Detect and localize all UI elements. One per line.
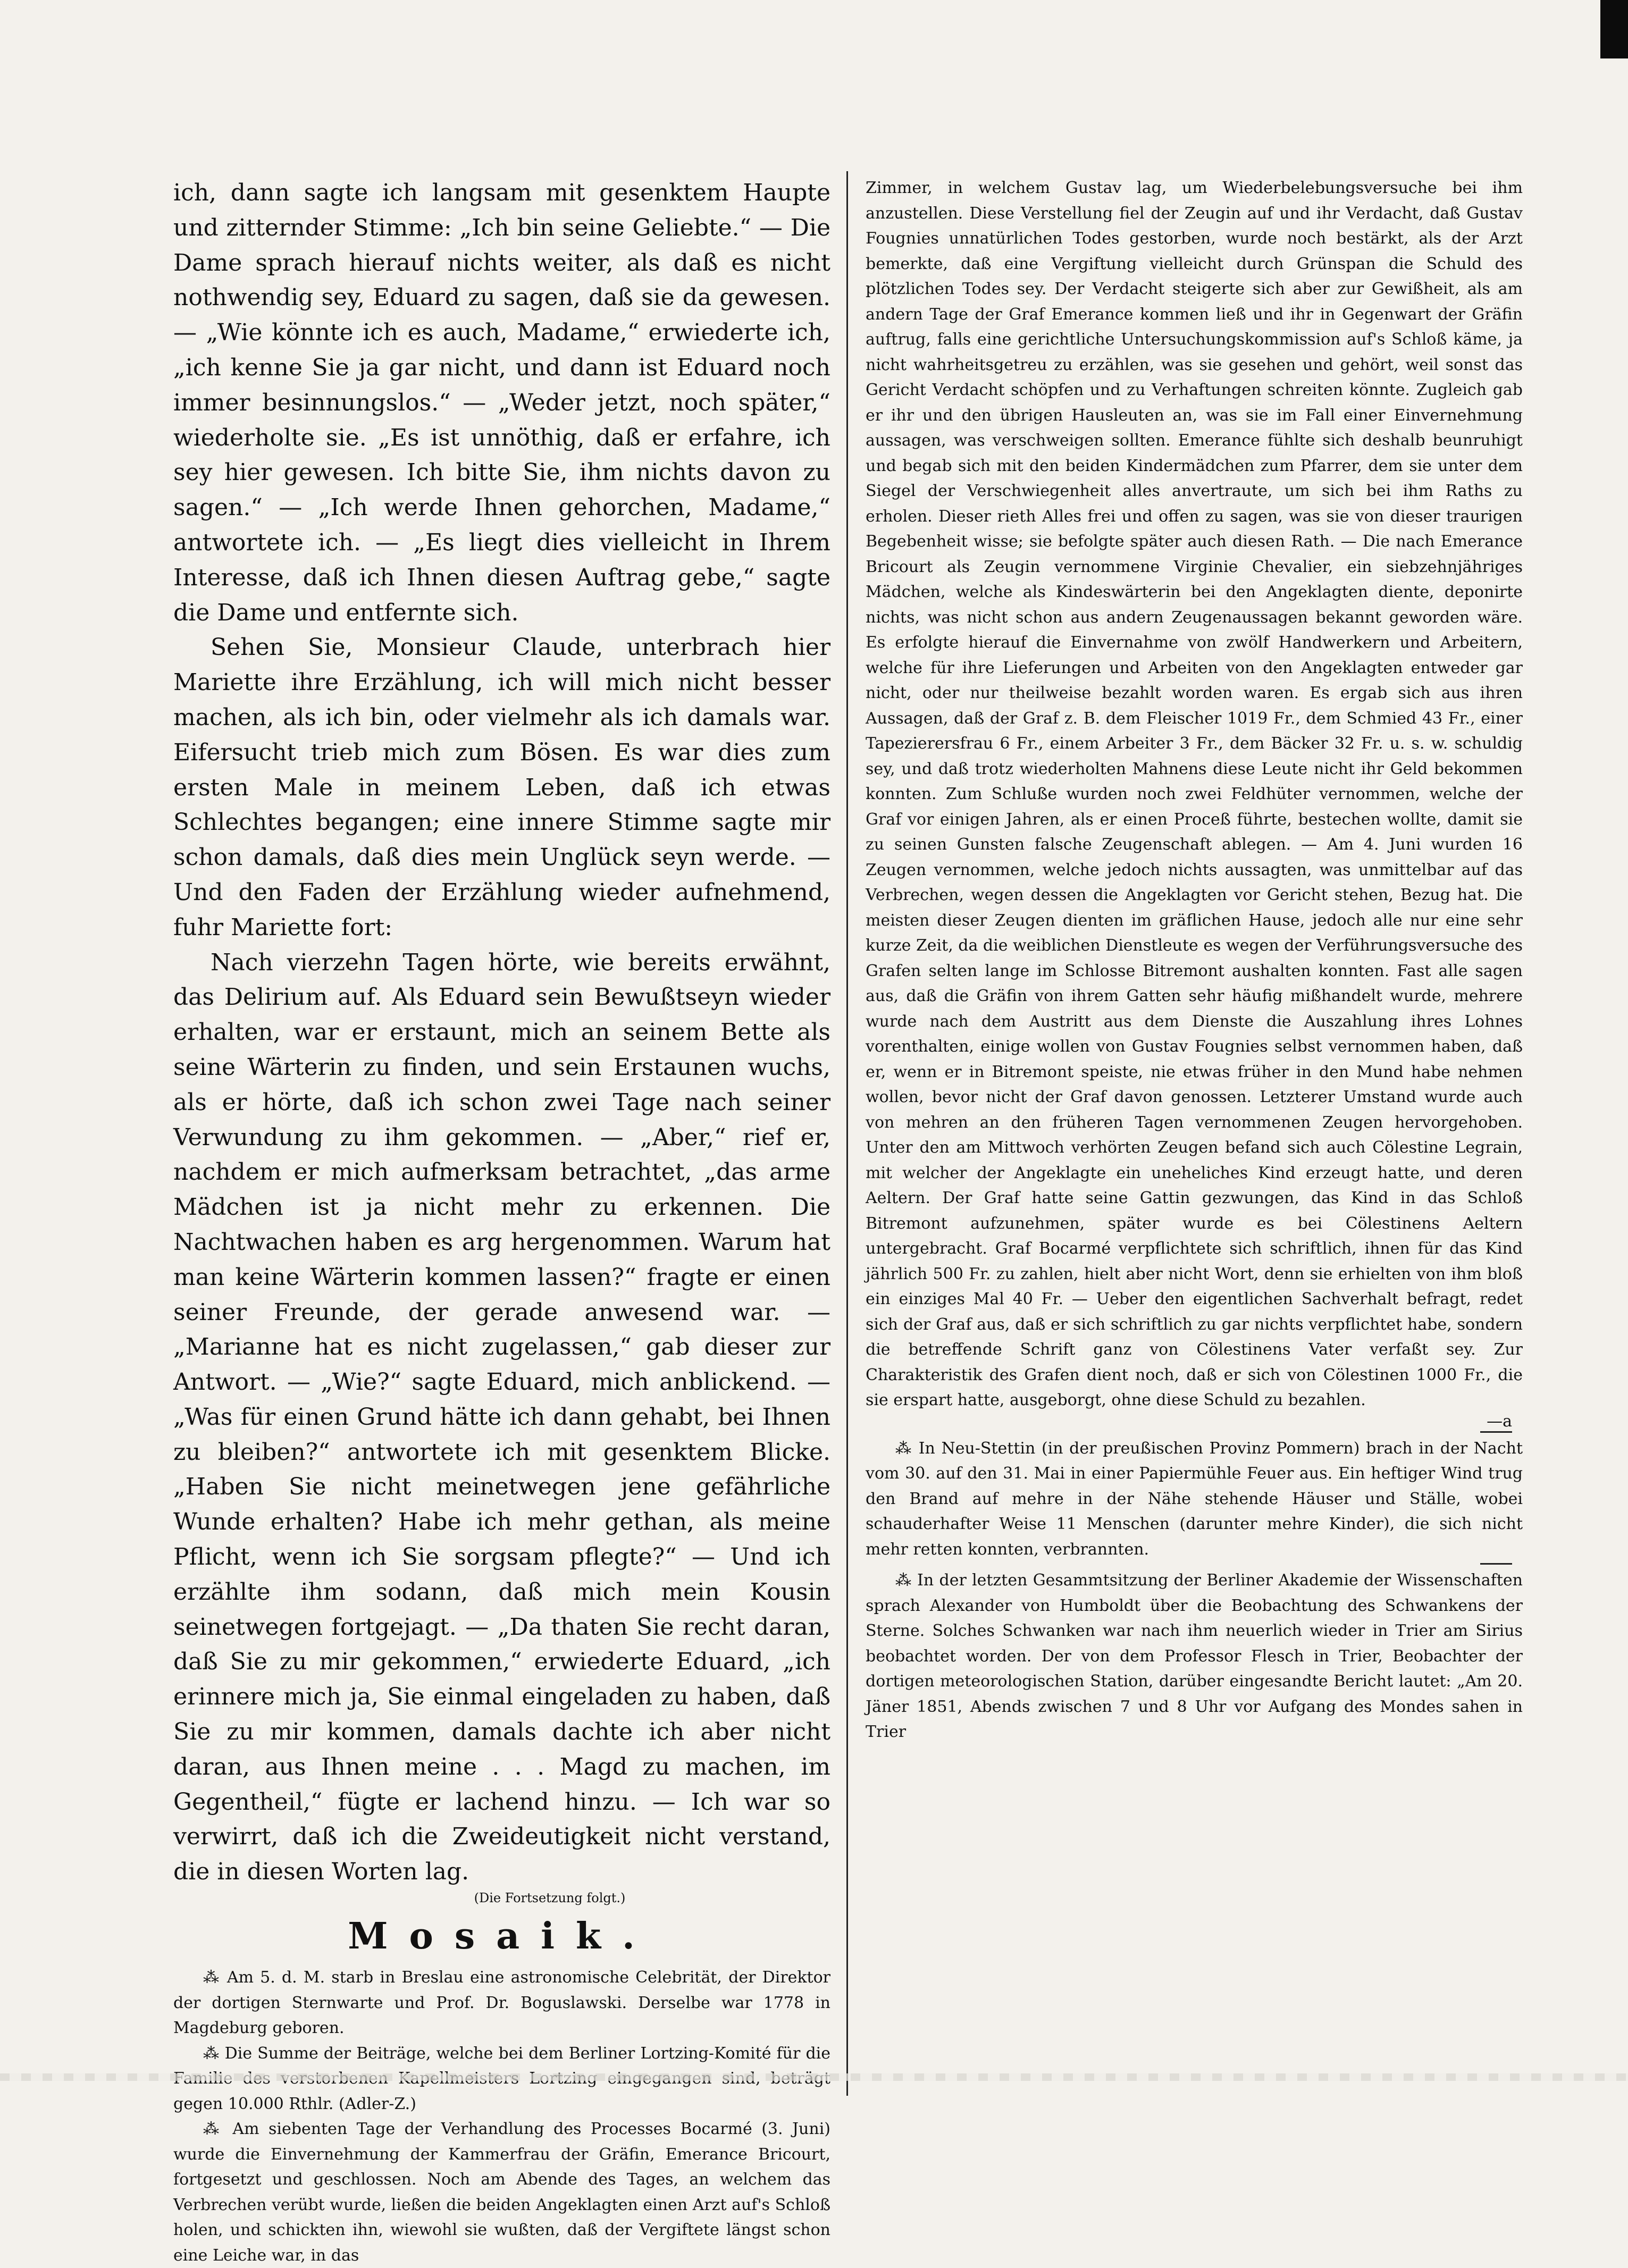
section-title: Mosaik. — [348, 1915, 656, 1958]
news-item: ⁂ In Neu-Stettin (in der preußischen Provinz Pommern) brach in der Nacht vom 30. auf den 31. Mai in einer Papiermühle Feuer aus. Ein heftiger Wind trug den Brand auf mehre in der Nähe stehende Häuser und Ställe, wobei schauderhafter Weise 11 Menschen (darunter mehre Kinder), die sich nicht mehr retten konnten, verbrannten. — [866, 1439, 1523, 1559]
author-signature: —a — [1487, 1412, 1512, 1431]
separator — [1480, 1431, 1512, 1433]
story-paragraph: Sehen Sie, Monsieur Claude, unterbrach hier Mariette ihre Erzählung, ich will mich nicht besser machen, als ich bin, oder vielmehr als ich damals war. Eifersucht trieb mich zum Bösen. Es war dies zum ersten Male in meinem Leben, daß ich etwas Schlechtes begangen; eine innere Stimme sagte mir schon damals, daß dies mein Unglück seyn werde. — Und den Faden der Erzählung wieder aufnehmend, fuhr Mariette fort: — [173, 634, 830, 941]
news-item: ⁂ In der letzten Gesammtsitzung der Berliner Akademie der Wissenschaften sprach Alexander von Humboldt über die Beobachtung des Schwankens der Sterne. Solches Schwanken war nach ihm neuerlich wieder in Trier am Sirius beobachtet worden. Der von dem Professor Flesch in Trier, Beobachter der dortigen meteorologischen Station, darüber eingesandte Bericht lautet: „Am 20. Jäner 1851, Abends zwischen 7 und 8 Uhr vor Aufgang des Mondes sahen in Trier — [866, 1571, 1523, 1741]
column-divider — [846, 171, 848, 2096]
fold-line — [0, 2073, 1628, 2081]
separator — [1480, 1563, 1512, 1565]
scan-edge — [1600, 0, 1628, 58]
continuation-note: (Die Fortsetzung folgt.) — [474, 1891, 626, 1906]
mosaic-section — [173, 1965, 830, 2268]
news-item: ⁂ Am siebenten Tage der Verhandlung des Processes Bocarmé (3. Juni) wurde die Einvernehmung der Kammerfrau der Gräfin, Emerance Bricourt, fortgesetzt und geschlossen. Noch am Abende des Tages, an welchem das Verbrechen verübt wurde, ließen die beiden Angeklagten einen Arzt auf's Schloß holen, und schickten ihn, wiewohl sie wußten, daß der Vergiftete längst schon eine Leiche war, in das — [173, 2120, 830, 2265]
right-column — [866, 175, 1523, 1745]
trial-report: Zimmer, in welchem Gustav lag, um Wiederbelebungsversuche bei ihm anzustellen. Diese Verstellung fiel der Zeugin auf und ihr Verdacht, daß Gustav Fougnies unnatürlichen Todes gestorben, wurde noch bestärkt, als der Arzt bemerkte, daß eine Vergiftung vielleicht durch Grünspan die Schuld des plötzlichen Todes sey. Der Verdacht steigerte sich aber zur Gewißheit, als am andern Tage der Graf Emerance kommen ließ und ihr in Gegenwart der Gräfin auftrug, falls eine gerichtliche Untersuchungskommission auf's Schloß käme, ja nicht wahrheitsgetreu zu erzählen, was sie gesehen und gehört, weil sonst das Gericht Verdacht schöpfen und zu Verhaftungen schreiten könnte. Zugleich gab er ihr und den übrigen Hausleuten an, was sie im Fall einer Einvernehmung aussagen, was verschweigen sollten. Emerance fühlte sich deshalb beunruhigt und begab sich mit den beiden Kindermädchen zum Pfarrer, dem sie unter dem Siegel der Verschwiegenheit alles anvertraute, um sich bei ihm Raths zu erholen. Dieser rieth Alles frei und offen zu sagen, was sie von dieser traurigen Begebenheit wisse; sie befolgte später auch diesen Rath. — Die nach Emerance Bricourt als Zeugin vernommene Virginie Chevalier, ein siebzehnjähriges Mädchen, welche als Kindeswärterin bei den Angeklagten diente, deponirte nichts, was nicht schon aus andern Zeugenaussagen bekannt geworden wäre. Es erfolgte hierauf die Einvernahme von zwölf Handwerkern und Arbeitern, welche für ihre Lieferungen und Arbeiten von den Angeklagten entweder gar nicht, oder nur theilweise bezahlt worden waren. Es ergab sich aus ihren Aussagen, daß der Graf z. B. dem Fleischer 1019 Fr., dem Schmied 43 Fr., einer Tapezierersfrau 6 Fr., einem Arbeiter 3 Fr., dem Bäcker 32 Fr. u. s. w. schuldig sey, und daß trotz wiederholten Mahnens diese Leute nicht ihr Geld bekommen konnten. Zum Schluße wurden noch zwei Feldhüter vernommen, welche der Graf vor einigen Jahren, als er einen Proceß führte, bestechen wollte, damit sie zu seinen Gunsten falsche Zeugenschaft ablegen. — Am 4. Juni wurden 16 Zeugen vernommen, welche jedoch nichts aussagten, was unmittelbar auf das Verbrechen, wegen dessen die Angeklagten vor Gericht stehen, Bezug hat. Die meisten dieser Zeugen dienten im gräflichen Hause, jedoch alle nur eine sehr kurze Zeit, da die weiblichen Dienstleute es wegen der Verführungsversuche des Grafen selten lange im Schlosse Bitremont aushalten konnten. Fast alle sagen aus, daß die Gräfin von ihrem Gatten sehr häufig mißhandelt wurde, mehrere wurde nach dem Austritt aus dem Dienste die Auszahlung ihres Lohnes vorenthalten, einige wollen von Gustav Fougnies selbst vernommen haben, daß er, wenn er in Bitremont speiste, nie etwas früher in den Mund habe nehmen wollen, bevor nicht der Graf davon genossen. Letzterer Umstand wurde auch von mehren an den früheren Tagen vernommenen Zeugen hervorgehoben. Unter den am Mittwoch verhörten Zeugen befand sich auch Cölestine Legrain, mit welcher der Angeklagte ein uneheliches Kind erzeugt hatte, und deren Aeltern. Der Graf hatte seine Gattin gezwungen, das Kind in das Schloß Bitremont aufzunehmen, später wurde es bei Cölestinens Aeltern untergebracht. Graf Bocarmé verpflichtete sich schriftlich, ihnen für das Kind jährlich 500 Fr. zu zahlen, hielt aber nicht Wort, denn sie erhielten von ihm bloß ein einziges Mal 40 Fr. — Ueber den eigentlichen Sachverhalt befragt, redet sich der Graf aus, daß er sich schriftlich zu gar nichts verpflichtet habe, sondern die betreffende Schrift ganz von Cölestinens Vater verfaßt sey. Zur Charakteristik des Grafen dient noch, daß er sich von Cölestinen 1000 Fr., die sie erspart hatte, ausgeborgt, ohne diese Schuld zu bezahlen. — [866, 179, 1523, 1409]
story-paragraph: Nach vierzehn Tagen hörte, wie bereits erwähnt, das Delirium auf. Als Eduard sein Bewußtseyn wieder erhalten, war er erstaunt, mich an seinem Bette als seine Wärterin zu finden, und sein Erstaunen wuchs, als er hörte, daß ich schon zwei Tage nach seiner Verwundung zu ihm gekommen. — „Aber,“ rief er, nachdem er mich aufmerksam betrachtet, „das arme Mädchen ist ja nicht mehr zu erkennen. Die Nachtwachen haben es arg hergenommen. Warum hat man keine Wärterin kommen lassen?“ fragte er einen seiner Freunde, der gerade anwesend war. — „Marianne hat es nicht zugelassen,“ gab dieser zur Antwort. — „Wie?“ sagte Eduard, mich anblickend. — „Was für einen Grund hätte ich dann gehabt, bei Ihnen zu bleiben?“ antwortete ich mit gesenktem Blicke. „Haben Sie nicht meinetwegen jene gefährliche Wunde erhalten? Habe ich mehr gethan, als meine Pflicht, wenn ich Sie sorgsam pflegte?“ — Und ich erzählte ihm sodann, daß mich mein Kousin seinetwegen fortgejagt. — „Da thaten Sie recht daran, daß Sie zu mir gekommen,“ erwiederte Eduard, „ich erinnere mich ja, Sie einmal eingeladen zu haben, daß Sie zu mir kommen, damals dachte ich aber nicht daran, aus Ihnen meine . . . Magd zu machen, im Gegentheil,“ fügte er lachend hinzu. — Ich war so verwirrt, daß ich die Zweideutigkeit nicht verstand, die in diesen Worten lag. — [173, 948, 830, 1886]
news-item: ⁂ Die Summe der Beiträge, welche bei dem Berliner Lortzing-Komité für die gegen 10.000 Rthlr. (Adler-Z.) — [173, 2044, 830, 2113]
left-column — [173, 175, 830, 2268]
news-item: ⁂ Am 5. d. M. starb in Breslau eine astronomische Celebrität, der Direktor der dortigen Sternwarte und Prof. Dr. Boguslawski. Derselbe war 1778 in Magdeburg geboren. — [173, 1968, 830, 2038]
story-paragraph: ich, dann sagte ich langsam mit gesenktem Haupte und zitternder Stimme: „Ich bin seine Geliebte.“ — Die Dame sprach hierauf nichts weiter, als daß es nicht nothwendig sey, Eduard zu sagen, daß sie da gewesen. — „Wie könnte ich es auch, Madame,“ erwiederte ich, „ich kenne Sie ja gar nicht, und dann ist Eduard noch immer besinnungslos.“ — „Weder jetzt, noch später,“ wiederholte sie. „Es ist unnöthig, daß er erfahre, ich sey hier gewesen. Ich bitte Sie, ihm nichts davon zu sagen.“ — „Ich werde Ihnen gehorchen, Madame,“ antwortete ich. — „Es liegt dies vielleicht in Ihrem Interesse, daß ich Ihnen diesen Auftrag gebe,“ sagte die Dame und entfernte sich. — [173, 179, 830, 626]
